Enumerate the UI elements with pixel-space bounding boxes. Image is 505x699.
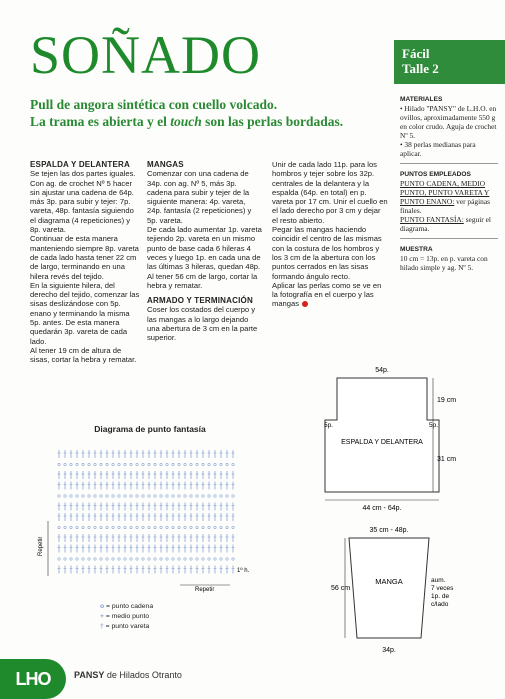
materials-heading: MATERIALES [400,96,443,103]
body-side-left: 5p. [323,422,333,429]
body-height-measure: 31 cm [437,456,457,463]
paragraph: Coser los costados del cuerpo y las mangas a lo largo dejando una abertura de 3 cm en la parte superior. [147,305,258,343]
body-side-right: 5p. [429,422,439,429]
diagram-title: Diagrama de punto fantasía [94,424,206,434]
section-heading: MANGAS [147,160,184,169]
page-title: SOÑADO [30,25,262,85]
sidebar [400,92,498,272]
legend-item: † = punto vareta [100,623,150,630]
column-3 [272,160,388,309]
gauge-text: 10 cm = 13p. en p. vareta con hilado simple y ag. Nº 5. [400,254,488,272]
body-top-measure: 54p. [375,367,389,374]
sleeve-top-measure: 35 cm - 48p. [369,527,409,534]
fantasy-stitch-text: PUNTO FANTASÍA: seguir el diagrama. [400,215,491,233]
paragraph: Comenzar con una cadena de 34p. con ag. Nº 5, más 3p. cadena para subir y tejer de la siguiente manera: 4p. vareta, 24p. fantasía (2 repeticiones) y 5p. vareta. [147,169,252,225]
gauge-heading: MUESTRA [400,246,433,253]
paragraph: Pegar las mangas haciendo coincidir el centro de las mismas con la costura de los hombros y los 3 cm de la abertura con los puntos cerrados en las sisas formando ángulo recto. [272,225,382,281]
sleeve-label: MANGA [375,577,403,586]
sleeve-height-measure: 56 cm [331,585,351,592]
stitch-grid [58,450,235,574]
paragraph: En la siguiente hilera, del derecho del tejido, comenzar las sisas deslizándose con 5p. enano y terminando la misma 5p. antes. De esta manera quedarán 3p. vareta de cada lado. [30,280,140,346]
repeat-label-horizontal: Repetir [195,587,215,593]
stitch-diagram [30,436,270,596]
subtitle-line-1: Pull de angora sintética con cuello volcado. [30,97,278,112]
legend-item: o = punto cadena [100,603,154,610]
diagram-legend [100,602,153,632]
paragraph: Continuar de esta manera manteniendo siempre 8p. vareta de cada lado hasta tener 22 cm de largo, terminando en una hilera revés del tejido. [30,234,139,281]
footer-credit: PANSY de Hilados Otranto [74,670,182,680]
body-bottom-measure: 44 cm - 64p. [362,505,402,512]
section-heading: ARMADO Y TERMINACIÓN [147,296,253,306]
repeat-label-vertical: Repetir [38,536,44,556]
body-label: ESPALDA Y DELANTERA [341,439,423,446]
increase-note: aum. 7 veces 1p. de c/lado [431,577,454,608]
stitches-text: PUNTO CADENA, MEDIO PUNTO, PUNTO VARETA Y PUNTO ENANO: ver páginas finales. [400,179,490,215]
level-badge [394,40,505,84]
column-2 [147,160,262,343]
sleeve-schematic [305,522,505,672]
materials-item: • 38 perlas medianas para aplicar. [400,140,476,158]
sleeve-bottom-measure: 34p. [382,647,396,654]
subtitle [30,96,343,130]
section-heading: ESPALDA Y DELANTERA [30,160,130,169]
legend-item: + = medio punto [100,613,150,620]
materials-item: • Hilado "PANSY" de L.H.O. en ovillos, aproximadamente 550 g en color crudo. Aguja de crochet Nº 5. [400,104,497,140]
pearl-icon [302,301,308,307]
level-label: Fácil [402,46,430,61]
paragraph: Se tejen las dos partes iguales. Con ag. de crochet Nº 5 hacer sin ajustar una cadena de 64p. más 3p. para subir y tejer: 7p. vareta, 48p. fantasía siguiendo el diagrama (4 repeticiones) y 8p. vareta. [30,169,136,235]
paragraph: Unir de cada lado 11p. para los hombros y tejer sobre los 32p. centrales de la delantera y la espalda (64p. en total) en p. vareta por 17 cm. Unir el cuello en el lado derecho por 3 cm y dejar el resto abierto. [272,160,388,225]
body-outline [325,378,439,492]
size-label: Talle 2 [402,61,439,76]
paragraph: Aplicar las perlas como se ve en la fotografía en el cuerpo y las mangas [272,280,382,309]
subtitle-line-2: La trama es abierta y el touch son las perlas bordadas. [30,114,344,129]
armhole-measure: 19 cm [437,397,457,404]
paragraph: Al tener 19 cm de altura de sisas, cortar la hebra y rematar. [30,345,137,365]
body-schematic [305,360,505,520]
paragraph: De cada lado aumentar 1p. vareta tejiendo 2p. vareta en un mismo punto de base cada 6 hileras 4 veces y luego 1p. en cada una de las últimas 3 hileras, quedan 48p. Al tener 56 cm de largo, cortar la hebra y rematar. [147,225,262,290]
brand-logo: LHO [0,659,66,699]
column-1 [30,160,140,365]
sleeve-outline [349,538,429,638]
stitches-heading: PUNTOS EMPLEADOS [400,171,471,178]
first-row-label: 1º h. [237,568,250,574]
